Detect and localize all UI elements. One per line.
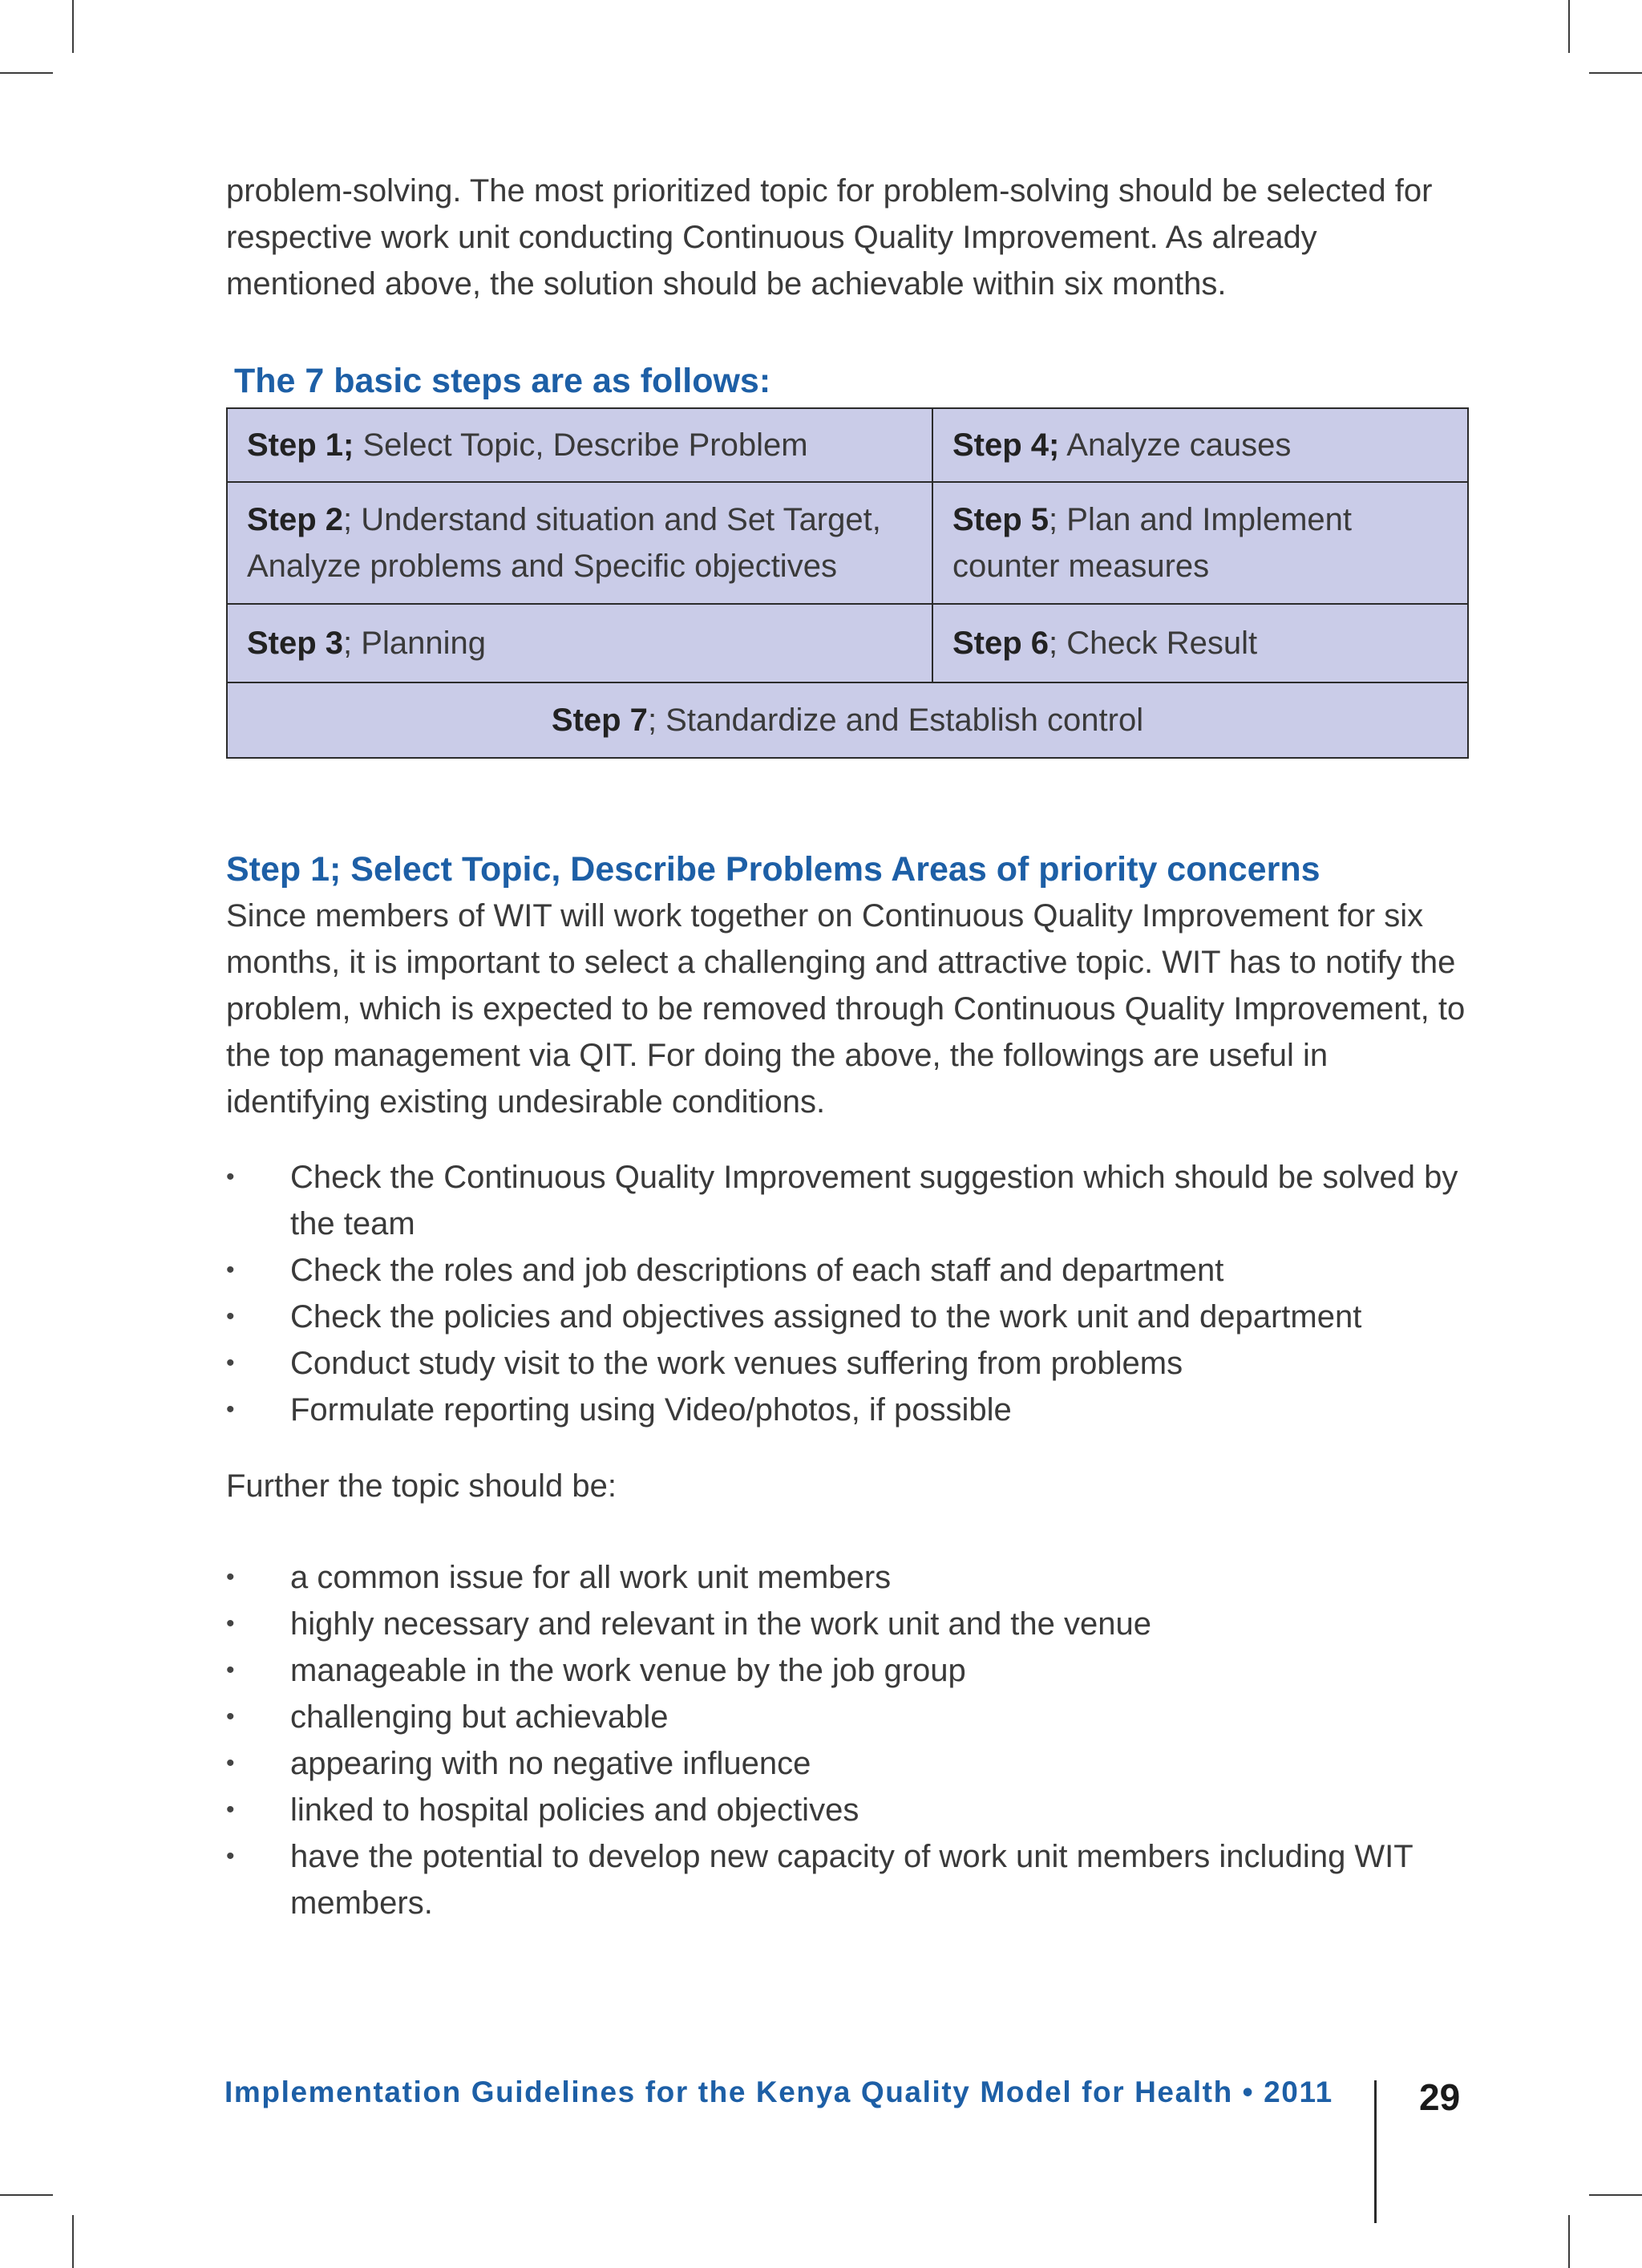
crop-mark [0,2194,53,2196]
step-text: Select Topic, Describe Problem [354,427,808,463]
step-text: ; Plan and Implement counter measures [952,502,1353,584]
crop-mark [72,2215,74,2268]
step1-paragraph: Since members of WIT will work together on Continuous Quality Improvement for six months, it is important to select a challenging and attractive topic. WIT has to notify the problem, which is expected to be removed through Continuous Quality Improvement, to the top management via QIT. For doing the above, the followings are useful in identifying existing undesirable conditions. [226,898,1466,1120]
crop-mark [1589,2194,1642,2196]
list-item: • linked to hospital policies and objectives [226,1787,1470,1833]
step1-heading: Step 1; Select Topic, Describe Problems Areas of priority concerns [226,850,1320,889]
step-cell [227,482,932,604]
intro-paragraph: problem-solving. The most prioritized topic for problem-solving should be selected for respective work unit conducting Continuous Quality Improvement. As already mentioned above, the solution should be achievable within six months. [226,173,1433,302]
footer-divider [1374,2080,1377,2223]
step-cell [932,604,1468,682]
footer-title: Implementation Guidelines for the Kenya Quality Model for Health • 2011 [224,2076,1333,2108]
crop-mark [1568,2215,1570,2268]
steps-heading: The 7 basic steps are as follows: [234,362,771,400]
table-row [227,604,1468,682]
step-cell [932,408,1468,482]
step-label: Step 3 [247,626,344,661]
step-text: Analyze causes [1059,427,1292,463]
useful-checks-list [226,1154,1470,1433]
list-item: • manageable in the work venue by the job group [226,1647,1470,1694]
list-item: • Check the roles and job descriptions of each staff and department [226,1247,1470,1294]
step-text: ; Standardize and Establish control [647,703,1144,738]
table-row [227,682,1468,758]
topic-criteria-list [226,1554,1470,1926]
step-label: Step 4; [952,427,1060,463]
table-row [227,482,1468,604]
crop-mark [1568,0,1570,53]
step-label: Step 6 [952,626,1050,661]
step-cell [227,408,932,482]
step-text: ; Planning [343,626,486,661]
step-text: ; Check Result [1049,626,1258,661]
step-label: Step 2 [247,502,344,537]
list-item: • have the potential to develop new capacity of work unit members including WIT members. [226,1833,1470,1926]
list-item: • Check the policies and objectives assigned to the work unit and department [226,1294,1470,1340]
list-item: • Formulate reporting using Video/photos, if possible [226,1387,1470,1433]
list-item: • a common issue for all work unit members [226,1554,1470,1601]
step-cell [227,604,932,682]
step-label: Step 5 [952,502,1050,537]
list-item: • Check the Continuous Quality Improvement suggestion which should be solved by the team [226,1154,1470,1247]
crop-mark [72,0,74,53]
list-item: • challenging but achievable [226,1694,1470,1740]
step-cell [932,482,1468,604]
step-label: Step 1; [247,427,354,463]
crop-mark [0,72,53,74]
step-text: ; Understand situation and Set Target, Analyze problems and Specific objectives [247,502,881,584]
crop-mark [1589,72,1642,74]
further-text: Further the topic should be: [226,1468,617,1504]
list-item: • appearing with no negative influence [226,1740,1470,1787]
step-cell [227,682,1468,758]
page-number: 29 [1419,2076,1461,2118]
table-row [227,408,1468,482]
step-label: Step 7 [551,703,648,738]
steps-table [226,407,1469,759]
list-item: • Conduct study visit to the work venues suffering from problems [226,1340,1470,1387]
list-item: • highly necessary and relevant in the work unit and the venue [226,1601,1470,1647]
